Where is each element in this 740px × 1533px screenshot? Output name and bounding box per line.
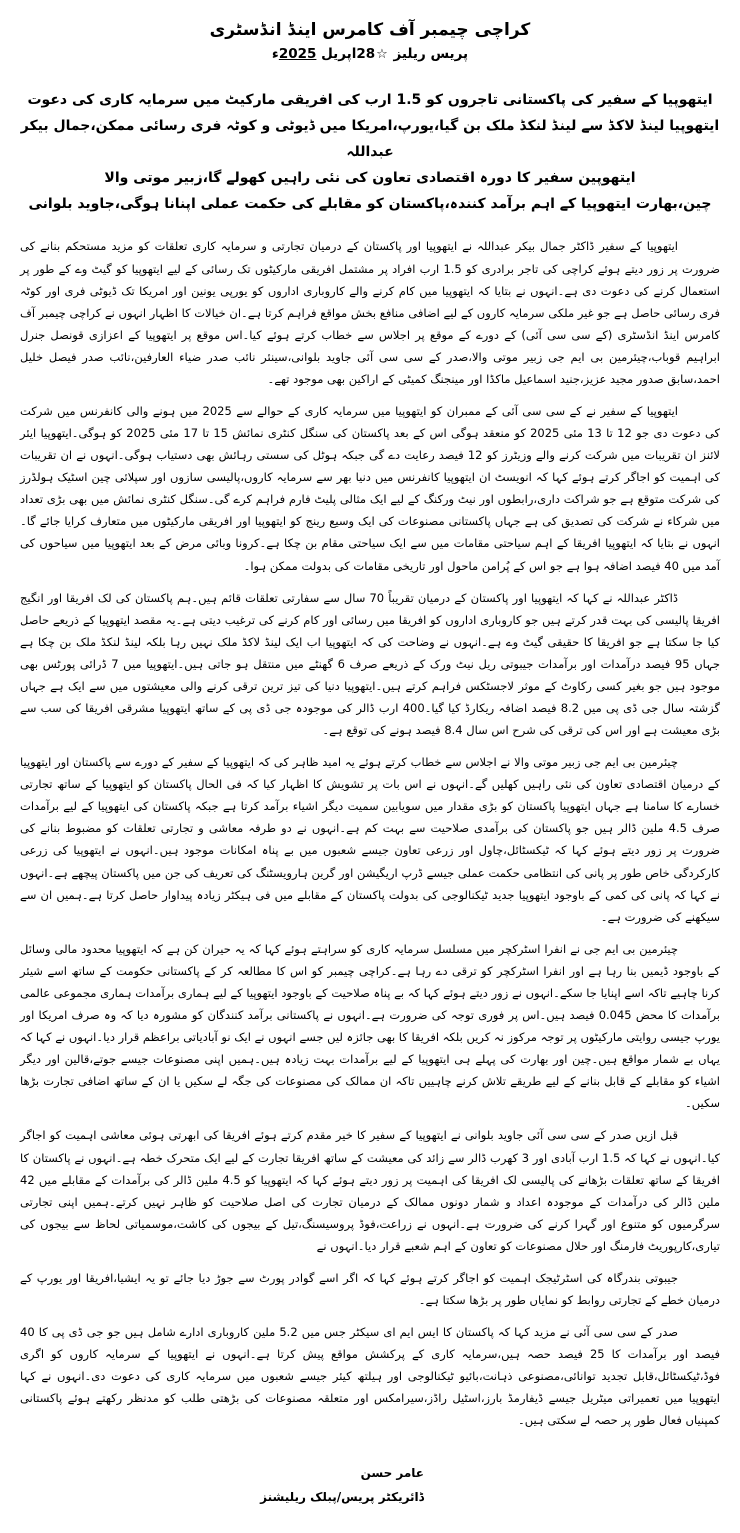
release-year: 2025 <box>278 46 317 62</box>
paragraph-5: چیئرمین بی ایم جی نے انفرا اسٹرکچر میں مسلسل سرمایہ کاری کو سراہتے ہوئے کہا کہ یہ حیران کن ہے کہ ایتھوپیا محدود مالی وسائل کے باوجود ڈیمیں بنا رہا ہے اور انفرا اسٹرکچر کو ترقی دے رہا ہے۔کراچی چیمبر کو اس کا مطالعہ کر کے پاکستانی حکومت کے ساتھ اسے شیئر کرنا چاہیے تاکہ اسے اپنایا جا سکے۔انہوں نے زور دیتے ہوئے کہا کہ بے پناہ صلاحیت کے باوجود ایتھوپیا کے لیے ہماری برآمدات ہماری مجموعی عالمی برآمدات کا محض 0.045 فیصد ہیں۔اس پر فوری توجہ کی ضرورت ہے۔انہوں نے پاکستانی برآمد کنندگان کو مشورہ دیا کہ وہ صرف امریکا اور یورپ جیسی روایتی مارکیٹوں پر توجہ مرکوز نہ کریں بلکہ افریقا کا بھی جائزہ لیں جسے انہوں نے ایک نو آبادیاتی براعظم قرار دیا۔انہوں نے کہا کہ یہاں بے شمار مواقع ہیں۔چین اور بھارت کی پہلے ہی ایتھوپیا کے لیے برآمدات بہت زیادہ ہیں۔ہمیں اپنی مصنوعات جیسے جوتے،قالین اور دیگر اشیاء کو مقابلے کے قابل بنانے کے لیے طریقے تلاش کرنے چاہییں تاکہ ان ممالک کی مصنوعات کی جگہ لے سکیں یا ان کے ساتھ اضافی تجارت بڑھا سکیں۔ <box>20 941 720 1111</box>
headline-block <box>20 88 720 217</box>
press-release-body <box>20 235 720 1431</box>
paragraph-3: ڈاکٹر عبداللہ نے کہا کہ ایتھوپیا اور پاکستان کے درمیان تقریباً 70 سال سے سفارتی تعلقات قائم ہیں۔ہم پاکستان کی لک افریقا اور انگیج افریقا پالیسی کی بہت قدر کرتے ہیں جو کاروباری اداروں کو افریقا میں رسائی اور کام کرنے کی ترغیب دیتی ہے۔یہ مقصد ایتھوپیا کے ذریعے حاصل کیا جا سکتا ہے جو افریقا کا حقیقی گیٹ وے ہے۔انہوں نے وضاحت کی کہ ایتھوپیا اب ایک لینڈ لاکڈ ملک نہیں رہا بلکہ لینڈ لنکڈ ملک بن چکا ہے جہاں 95 فیصد درآمدات اور برآمدات جیبوتی ریل نیٹ ورک کے ذریعے صرف 6 گھنٹے میں منتقل ہو جاتی ہیں۔ایتھوپیا میں 7 ڈرائی پورٹس بھی موجود ہیں جو بغیر کسی رکاوٹ کے موثر لاجسٹکس فراہم کرتے ہیں۔ایتھوپیا دنیا کی تیز ترین ترقی کرنے والی معیشتوں میں سے ایک ہے جہاں گزشتہ سال جی ڈی پی میں 8.2 فیصد اضافہ ریکارڈ کیا گیا۔400 ارب ڈالر کی موجودہ جی ڈی پی کے ساتھ ایتھوپیا مشرقی افریقا کی سب سے بڑی معیشت ہے اور اس کی ترقی کی شرح اس سال 8.4 فیصد ہونے کی توقع ہے۔ <box>20 590 720 738</box>
signatory-title: ڈائریکٹر پریس/پبلک ریلیشنز <box>260 1490 424 1505</box>
signatory-name: عامر حسن <box>360 1466 424 1481</box>
paragraph-8: صدر کے سی سی آئی نے مزید کہا کہ پاکستان کا ایس ایم ای سیکٹر جس میں 5.2 ملین کاروباری ادارے شامل ہیں جو جی ڈی پی کا 40 فیصد اور برآمدات کا 25 فیصد حصہ ہیں،سرمایہ کاری کے پرکشش مواقع پیش کرتا ہے۔انہوں نے ایتھوپیا کے سرمایہ کاروں کو اگری فوڈ،ٹیکسٹائل،قابل تجدید توانائی،مصنوعی ذہانت،بائیو ٹیکنالوجی اور ہیلتھ کیئر جیسے شعبوں میں سرمایہ کاری کی دعوت دی۔انہوں نے کہا ایتھوپیا میں تعمیراتی میٹریل جیسے ڈیفارمڈ بارز،اسٹیل راڈز،سیرامکس اور متعلقہ مصنوعات کی بڑھتی طلب کو مدنظر رکھتے ہوئے پاکستانی کمپنیاں فعال طور پر حصہ لے سکتی ہیں۔ <box>20 1325 720 1428</box>
press-release-dateline <box>20 46 720 62</box>
press-release-label: پریس ریلیز <box>393 46 469 62</box>
era-mark: ء <box>271 46 279 62</box>
star-icon: ☆ <box>376 47 388 62</box>
release-date: 28اپریل <box>321 46 376 62</box>
paragraph-1: ایتھوپیا کے سفیر ڈاکٹر جمال بیکر عبداللہ نے ایتھوپیا اور پاکستان کے درمیان تجارتی و سرمایہ کاری تعلقات کو مزید مستحکم بنانے کی ضرورت پر زور دیتے ہوئے کراچی کی تاجر برادری کو 1.5 ارب افراد پر مشتمل افریقی مارکیٹوں تک رسائی کے لیے ایتھوپیا کو گیٹ وے کے طور پر استعمال کرنے کی دعوت دی ہے۔انہوں نے بتایا کہ ایتھوپیا میں کام کرنے والے کاروباری اداروں کو یورپی یونین اور امریکا تک ڈیوٹی فری اور کوٹہ فری رسائی حاصل ہے جو غیر ملکی سرمایہ کاروں کے لیے اضافی منافع بخش مواقع فراہم کرتا ہے۔ان خیالات کا اظہار انہوں نے کراچی چیمبر آف کامرس اینڈ انڈسٹری (کے سی سی آئی) کے دورے کے موقع پر اجلاس سے خطاب کرتے ہوئے کیا۔اس موقع پر ایتھوپیا کے اعزازی قونصل جنرل ابراہیم قوباب،چیئرمین بی ایم جی زبیر موتی والا،صدر کے سی سی آئی جاوید بلوانی،سینئر نائب صدر ضیاء العارفین،نائب صدر فیصل خلیل احمد،سابق صدور مجید عزیز،جنید اسماعیل ماکڈا اور مینجنگ کمیٹی کے اراکین بھی موجود تھے۔ <box>20 239 720 386</box>
document-header <box>20 20 720 62</box>
organization-title: کراچی چیمبر آف کامرس اینڈ انڈسٹری <box>209 20 531 40</box>
headline-line-3: ایتھوپین سفیر کا دورہ اقتصادی تعاون کی نئی راہیں کھولے گا،زبیر موتی والا <box>104 169 636 186</box>
paragraph-4: چیئرمین بی ایم جی زبیر موتی والا نے اجلاس سے خطاب کرتے ہوئے یہ امید ظاہر کی کہ ایتھوپیا کے سفیر کے دورے سے پاکستان اور ایتھوپیا کے درمیان اقتصادی تعاون کی نئی راہیں کھلیں گے۔انہوں نے اس بات پر تشویش کا اظہار کیا کہ فی الحال پاکستان کو ایتھوپیا کے ساتھ تجارتی خسارے کا سامنا ہے جہاں ایتھوپیا پاکستان کو بڑی مقدار میں سویابین سمیت دیگر اشیاء برآمد کرتا ہے جبکہ پاکستان کی ایتھوپیا کے لیے برآمدات صرف 4.5 ملین ڈالر ہیں جو پاکستان کی برآمدی صلاحیت سے بہت کم ہے۔انہوں نے دو طرفہ معاشی و تجارتی تعلقات کو مضبوط بنانے کی ضرورت پر زور دیتے ہوئے کہا کہ ٹیکسٹائل،چاول اور زرعی تعاون جیسے شعبوں میں بے پناہ امکانات موجود ہیں۔انہوں نے ایتھوپیا کی زرعی کارکردگی خاص طور پر پانی کی انتظامی حکمت عملی جیسے ڈرپ اریگیشن اور گرین ہارویسٹنگ کی تعریف کی جن میں پاکستان پیچھے ہے۔انہوں نے کہا کہ پانی کی کمی کے باوجود ایتھوپیا جدید ٹیکنالوجی کی بدولت پاکستان کے مقابلے میں فی ہیکٹر زیادہ پیداوار حاصل کرتا ہے۔ہمیں ان سے سیکھنے کی ضرورت ہے۔ <box>20 755 721 924</box>
paragraph-7: جیبوتی بندرگاہ کی اسٹرٹیجک اہمیت کو اجاگر کرتے ہوئے کہا کہ اگر اسے گوادر پورٹ سے جوڑ دیا جائے تو یہ ایشیا،افریقا اور یورپ کے درمیان خطے کے تجارتی روابط کو نمایاں طور پر بڑھا سکتا ہے۔ <box>20 1270 720 1307</box>
headline-line-4: چین،بھارت ایتھوپیا کے اہم برآمد کنندہ،پاکستان کو مقابلے کی حکمت عملی اپنانا ہوگی،جاوید بلوانی <box>28 195 712 212</box>
headline-line-2: ایتھوپیا لینڈ لاکڈ سے لینڈ لنکڈ ملک بن گیا،یورپ،امریکا میں ڈیوٹی و کوٹہ فری رسائی ممکن،جمال بیکر عبداللہ <box>20 117 720 160</box>
headline-line-1: ایتھوپیا کے سفیر کی پاکستانی تاجروں کو 1.5 ارب کی افریقی مارکیٹ میں سرمایہ کاری کی دعوت <box>27 92 713 108</box>
paragraph-6: قبل ازیں صدر کے سی سی آئی جاوید بلوانی نے ایتھوپیا کے سفیر کا خیر مقدم کرتے ہوئے افریقا کی ابھرتی ہوئی معاشی اہمیت کو اجاگر کیا۔انہوں نے کہا کہ 1.5 ارب آبادی اور 3 کھرب ڈالر سے زائد کی معیشت کے ساتھ افریقا تجارت کے لیے ایک متحرک خطہ ہے۔انہوں نے پاکستان کا افریقا کے ساتھ تعلقات بڑھانے کی پالیسی لک افریقا کی اہمیت پر زور دیتے ہوئے کہا کہ ایتھوپیا کو 4.5 ملین ڈالر کی برآمدات کے مقابلے میں 42 ملین ڈالر کی درآمدات کے موجودہ اعداد و شمار دونوں ممالک کے درمیان تجارت کی اصل صلاحیت کو ظاہر نہیں کرتے۔ہمیں اپنی تجارتی سرگرمیوں کو متنوع اور گہرا کرنے کی ضرورت ہے۔انہوں نے زراعت،فوڈ پروسیسنگ،تیل کے بیجوں کی کاشت،موسمیاتی لحاظ سے بیجوں کی تیاری،کارپوریٹ فارمنگ اور حلال مصنوعات کو تعاون کے اہم شعبے قرار دیا۔انہوں نے <box>20 1128 721 1253</box>
paragraph-2: ایتھوپیا کے سفیر نے کے سی سی آئی کے ممبران کو ایتھوپیا میں سرمایہ کاری کے حوالے سے 2025 میں ہونے والی کانفرنس میں شرکت کی دعوت دی جو 12 تا 13 مئی 2025 کو منعقد ہوگی اس کے بعد پاکستان کی سنگل کنٹری نمائش 15 تا 17 مئی 2025 کو ہوگی۔ایتھوپیا ایئر لائنز ان تقریبات میں شرکت کرنے والے وزیٹرز کو 12 فیصد رعایت دے گی جبکہ ہوٹل کی سستی رہائش بھی دستیاب ہوگی۔انہوں نے ان تقریبات کی اہمیت کو اجاگر کرتے ہوئے کہا کہ انویسٹ ان ایتھوپیا کانفرنس میں دنیا بھر سے سرمایہ کاروں،پالیسی سازوں اور سپلائی چین اسٹیک ہولڈرز کی شرکت متوقع ہے جو شراکت داری،رابطوں اور نیٹ ورکنگ کے لیے ایک مثالی پلیٹ فارم فراہم کرے گی۔سنگل کنٹری نمائش میں بھی بڑی تعداد میں شرکاء نے شرکت کی تصدیق کی ہے جہاں پاکستانی مصنوعات کی ایک وسیع رینج کو ایتھوپیا اور افریقی مارکیٹوں میں متعارف کرایا جائے گا۔انہوں نے بتایا کہ ایتھوپیا افریقا کے اہم سیاحتی مقامات میں سے ایک سیاحتی مقام بن چکا ہے۔کرونا وبائی مرض کے بعد ایتھوپیا میں سیاحوں کی آمد میں 40 فیصد اضافہ ہوا ہے جو اس کے پُرامن ماحول اور تاریخی مقامات کی بدولت ممکن ہوا۔ <box>20 404 721 573</box>
signature-block <box>260 1461 424 1509</box>
